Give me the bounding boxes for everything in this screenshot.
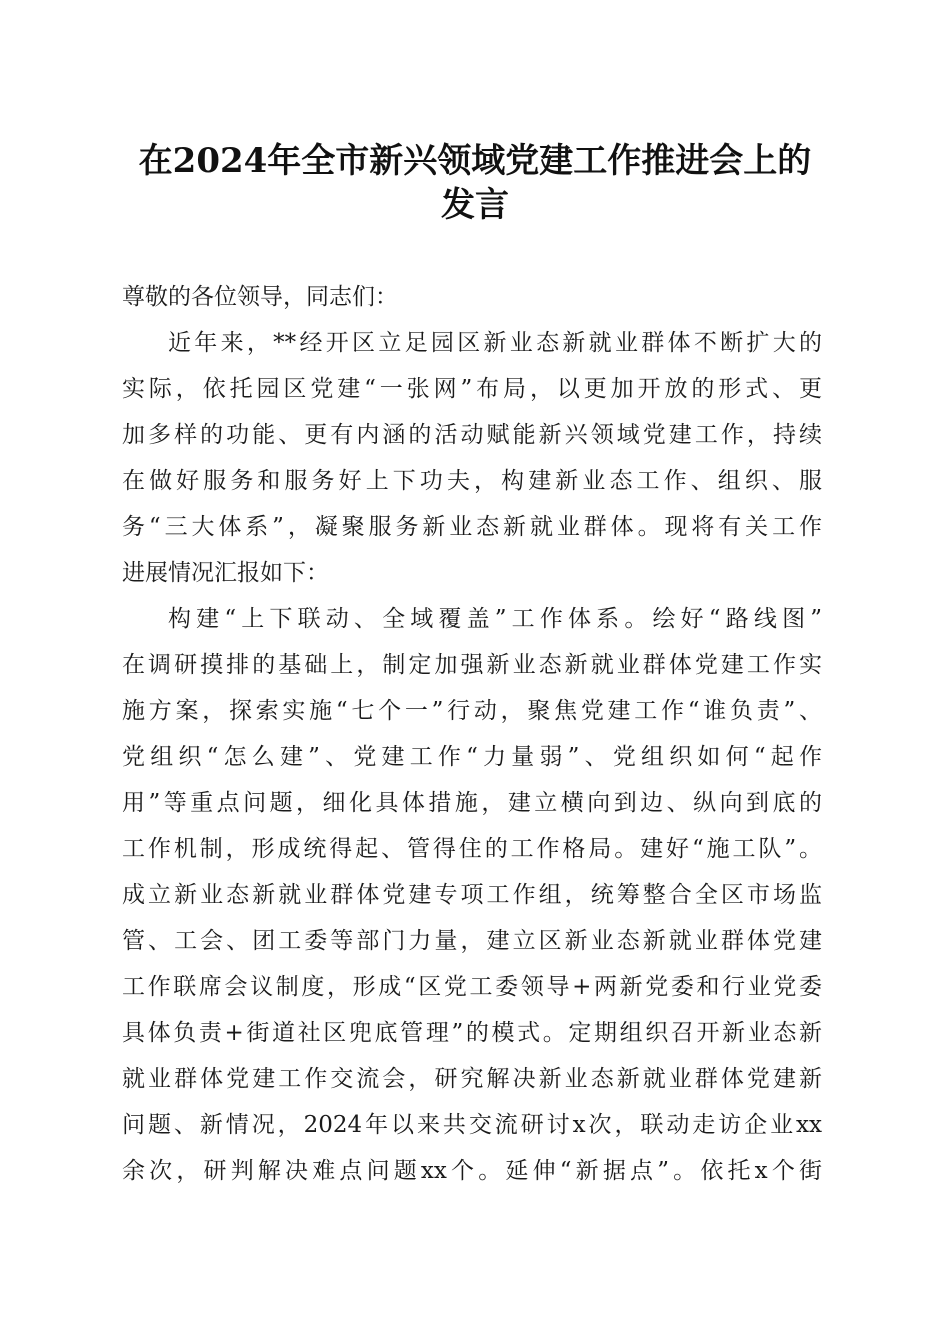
salutation: 尊敬的各位领导，同志们： (122, 284, 398, 310)
document-title-line-2: 发言 (441, 185, 509, 225)
paragraph-line: 问题、新情况，2024年以来共交流研讨x次，联动走访企业xx (122, 1112, 822, 1138)
paragraph-line: 加多样的功能、更有内涵的活动赋能新兴领域党建工作，持续 (122, 422, 822, 448)
paragraph-line: 用”等重点问题，细化具体措施，建立横向到边、纵向到底的 (122, 790, 822, 816)
paragraph-line: 施方案，探索实施“七个一”行动，聚焦党建工作“谁负责”、 (122, 698, 822, 724)
paragraph-line: 工作机制，形成统得起、管得住的工作格局。建好“施工队”。 (122, 836, 822, 862)
paragraph-line: 构建“上下联动、全域覆盖”工作体系。绘好“路线图” (168, 606, 822, 632)
paragraph-line: 在做好服务和服务好上下功夫，构建新业态工作、组织、服 (122, 468, 822, 494)
paragraph-line: 近年来，**经开区立足园区新业态新就业群体不断扩大的 (168, 330, 822, 356)
paragraph-line: 进展情况汇报如下： (122, 560, 329, 586)
paragraph-line: 工作联席会议制度，形成“区党工委领导+两新党委和行业党委 (122, 974, 822, 1000)
paragraph-line: 管、工会、团工委等部门力量，建立区新业态新就业群体党建 (122, 928, 822, 954)
paragraph-line: 党组织“怎么建”、党建工作“力量弱”、党组织如何“起作 (122, 744, 822, 770)
paragraph-line: 成立新业态新就业群体党建专项工作组，统筹整合全区市场监 (122, 882, 822, 908)
paragraph-line: 实际，依托园区党建“一张网”布局，以更加开放的形式、更 (122, 376, 822, 402)
paragraph-line: 就业群体党建工作交流会，研究解决新业态新就业群体党建新 (122, 1066, 822, 1092)
paragraph-line: 余次，研判解决难点问题xx个。延伸“新据点”。依托x个街 (122, 1158, 822, 1184)
document-title-line-1: 在2024年全市新兴领域党建工作推进会上的 (138, 141, 812, 181)
paragraph-line: 在调研摸排的基础上，制定加强新业态新就业群体党建工作实 (122, 652, 822, 678)
paragraph-line: 务“三大体系”，凝聚服务新业态新就业群体。现将有关工作 (122, 514, 822, 540)
paragraph-line: 具体负责+街道社区兜底管理”的模式。定期组织召开新业态新 (122, 1020, 822, 1046)
